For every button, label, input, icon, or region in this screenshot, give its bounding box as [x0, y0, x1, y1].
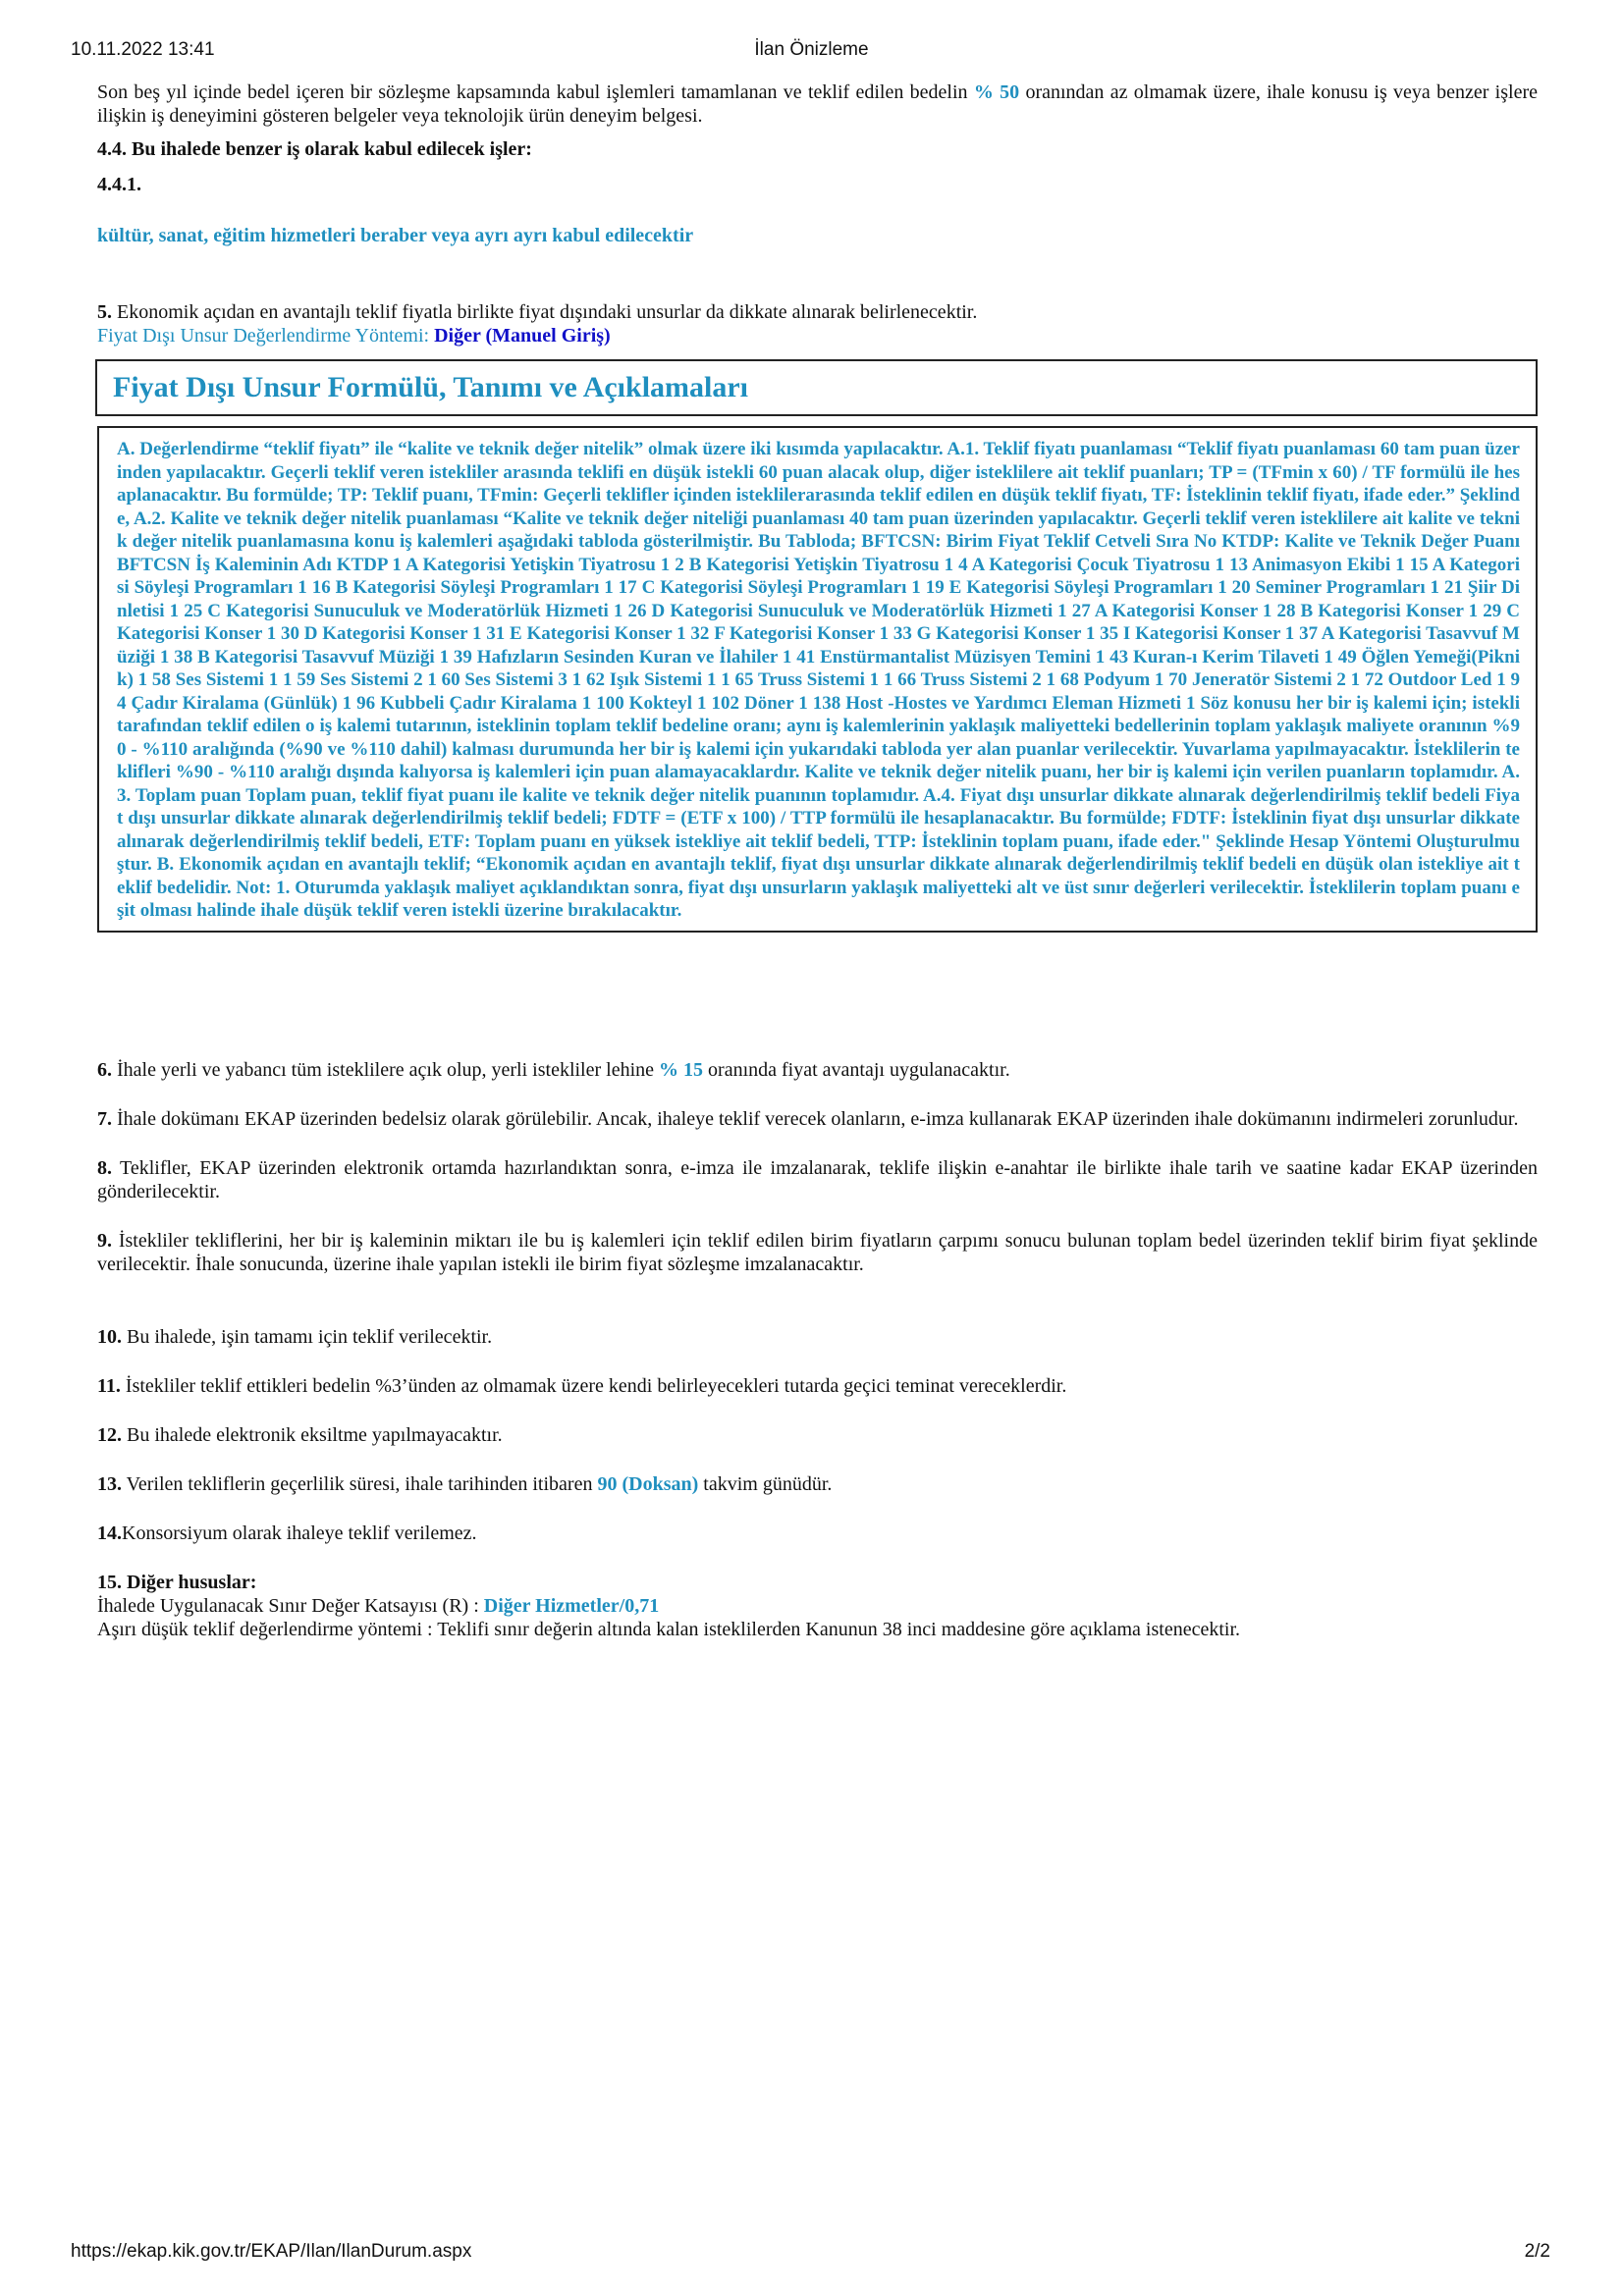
section-12 — [97, 1423, 1538, 1447]
section-11-text: İstekliler teklif ettikleri bedelin %3’ünden az olmamak üzere kendi belirleyecekleri tutarda geçici teminat vereceklerdir. — [120, 1374, 1067, 1397]
section-5 — [97, 300, 1538, 324]
page-url-link[interactable]: https://ekap.kik.gov.tr/EKAP/Ilan/IlanDurum.aspx — [71, 2241, 472, 2262]
low-bid-method: Aşırı düşük teklif değerlendirme yöntemi : Teklifi sınır değerin altında kalan isteklilerden Kanunun 38 inci maddesine göre açıklama istenecektir. — [97, 1618, 1241, 1640]
domestic-advantage-percent: % 15 — [659, 1058, 704, 1081]
limit-value-coefficient — [97, 1594, 1538, 1618]
section-10-text: Bu ihalede, işin tamamı için teklif verilecektir. — [122, 1325, 493, 1348]
section-6 — [97, 1058, 1538, 1082]
evaluation-method — [97, 324, 1538, 347]
print-datetime: 10.11.2022 13:41 — [71, 39, 215, 60]
section-5-text: Ekonomik açıdan en avantajlı teklif fiyatla birlikte fiyat dışındaki unsurlar da dikkate alınarak belirlenecektir. — [112, 301, 978, 323]
page-title: İlan Önizleme — [754, 39, 869, 60]
section-9-text: İstekliler tekliflerini, her bir iş kaleminin miktarı ile bu iş kalemleri için teklif edilen birim fiyatların çarpımı sonucu bulunan toplam bedel üzerinden teklif birim fiyat şeklinde verilecektir. İhale sonucunda, üzerine ihale yapılan istekli ile birim fiyat sözleşme imzalanacaktır. — [97, 1229, 1538, 1275]
validity-period: 90 (Doksan) — [597, 1472, 699, 1495]
section-12-text: Bu ihalede elektronik eksiltme yapılmayacaktır. — [122, 1423, 503, 1446]
section-11 — [97, 1374, 1538, 1398]
section-4-4-title: 4.4. Bu ihalede benzer iş olarak kabul edilecek işler: — [97, 138, 532, 160]
section-11-number: 11. — [97, 1374, 121, 1397]
evaluation-method-value: Diğer (Manuel Giriş) — [434, 325, 611, 347]
section-13-text-after: takvim günüdür. — [698, 1472, 833, 1495]
section-6-text-before: İhale yerli ve yabancı tüm isteklilere açık olup, yerli istekliler lehine — [112, 1058, 660, 1081]
formula-description-box — [97, 426, 1538, 933]
section-5-number: 5. — [97, 301, 112, 323]
section-7 — [97, 1107, 1538, 1131]
section-12-number: 12. — [97, 1423, 122, 1446]
intro-text-before: Son beş yıl içinde bedel içeren bir sözleşme kapsamında kabul işlemleri tamamlanan ve teklif edilen bedelin — [97, 81, 974, 103]
formula-description: A. Değerlendirme “teklif fiyatı” ile “kalite ve teknik değer nitelik” olmak üzere iki kısımda yapılacaktır. A.1. Teklif fiyatı puanlaması “Teklif fiyatı puanlaması 60 tam puan üzerinden yapılacaktır. Geçerli teklif veren istekliler arasında teklifi en düşük istekli 60 puan alacak olup, diğer isteklilere ait teklif puanları; TP = (TFmin x 60) / TF formülü ile hesaplanacaktır. Bu formülde; TP: Teklif puanı, TFmin: Geçerli teklifler içinden isteklilerarasında teklif edilen en düşük teklif fiyatı, TF: İsteklinin teklif fiyatı, ifade eder.” Şeklinde, A.2. Kalite ve teknik değer nitelik puanlaması “Kalite ve teknik değer niteliği puanlaması 40 tam puan üzerinden yapılacaktır. Geçerli teklif veren isteklilere ait kalite ve teknik değer nitelik puanlamasına konu iş kalemleri aşağıdaki tabloda gösterilmiştir. Bu Tabloda; BFTCSN: Birim Fiyat Teklif Cetveli Sıra No KTDP: Kalite ve Teknik Değer Puanı BFTCSN İş Kaleminin Adı KTDP 1 A Kategorisi Yetişkin Tiyatrosu 1 2 B Kategorisi Yetişkin Tiyatrosu 1 4 A Kategorisi Çocuk Tiyatrosu 1 13 Animasyon Ekibi 1 15 A Kategorisi Söyleşi Programları 1 16 B Kategorisi Söyleşi Programları 1 17 C Kategorisi Söyleşi Programları 1 19 E Kategorisi Söyleşi Programları 1 20 Seminer Programları 1 21 Şiir Dinletisi 1 25 C Kategorisi Sunuculuk ve Moderatörlük Hizmeti 1 26 D Kategorisi Sunuculuk ve Moderatörlük Hizmeti 1 27 A Kategorisi Konser 1 28 B Kategorisi Konser 1 29 C Kategorisi Konser 1 30 D Kategorisi Konser 1 31 E Kategorisi Konser 1 32 F Kategorisi Konser 1 33 G Kategorisi Konser 1 35 I Kategorisi Konser 1 37 A Kategorisi Tasavvuf Müziği 1 38 B Kategorisi Tasavvuf Müziği 1 39 Hafızların Sesinden Kuran ve İlahiler 1 41 Enstürmantalist Müzisyen Temini 1 43 Kuran-ı Kerim Tilaveti 1 49 Öğlen Yemeği(Piknik) 1 58 Ses Sistemi 1 1 59 Ses Sistemi 2 1 60 Ses Sistemi 3 1 62 Işık Sistemi 1 1 65 Truss Sistemi 1 1 66 Truss Sistemi 2 1 68 Podyum 1 70 Jeneratör Sistemi 2 1 72 Outdoor Led 1 94 Çadır Kiralama (Günlük) 1 96 Kubbeli Çadır Kiralama 1 100 Kokteyl 1 102 Döner 1 138 Host -Hostes ve Yardımcı Eleman Hizmeti 1 Söz konusu her bir iş kalemi için; istekli tarafından teklif edilen o iş kalemi tutarının, isteklinin toplam teklif bedeline oranı; aynı iş kalemlerinin yaklaşık maliyetteki bedellerinin toplam yaklaşık maliyete oranının %90 - %110 aralığında (%90 ve %110 dahil) kalması durumunda her bir iş kalemi için yukarıdaki tabloda yer alan puanlar verilecektir. Yuvarlama yapılmayacaktır. İsteklilerin teklifleri %90 - %110 aralığı dışında kalıyorsa iş kalemleri için puan alamayacaklardır. Kalite ve teknik değer nitelik puanı, her bir iş kalemi için verilen puanların toplamıdır. A.3. Toplam puan Toplam puan, teklif fiyat puanı ile kalite ve teknik değer nitelik puanının toplamıdır. A.4. Fiyat dışı unsurlar dikkate alınarak değerlendirilmiş teklif bedeli Fiyat dışı unsurlar dikkate alınarak değerlendirilmiş teklif bedeli; FDTF = (ETF x 100) / TTP formülü ile hesaplanacaktır. Bu formülde; FDTF: İsteklinin fiyat dışı unsurlar dikkate alınarak değerlendirilmiş teklif bedeli, ETF: Toplam puanı en yüksek istekliye ait teklif bedeli, TTP: İsteklinin toplam puanı, ifade eder." Şeklinde Hesap Yöntemi Oluşturulmuştur. B. Ekonomik açıdan en avantajlı teklif; “Ekonomik açıdan en avantajlı teklif, fiyat dışı unsurlar dikkate alınarak değerlendirilmiş teklif bedeli en düşük olan istekliye ait teklif bedelidir. Not: 1. Oturumda yaklaşık maliyet açıklandıktan sonra, fiyat dışı unsurların yaklaşık maliyetteki alt ve üst sınır değerleri verilecektir. İsteklilerin toplam puanı eşit olması halinde ihale düşük teklif veren istekli üzerine bırakılacaktır. — [117, 439, 1520, 921]
section-9-number: 9. — [97, 1229, 112, 1252]
section-9 — [97, 1229, 1538, 1276]
intro-paragraph — [97, 80, 1538, 128]
formula-heading-box — [95, 359, 1538, 416]
section-13 — [97, 1472, 1538, 1496]
section-14-number: 14. — [97, 1522, 122, 1544]
section-8-number: 8. — [97, 1156, 112, 1179]
section-13-text-before: Verilen tekliflerin geçerlilik süresi, ihale tarihinden itibaren — [122, 1472, 598, 1495]
page-number: 2/2 — [1524, 2241, 1550, 2262]
similar-works-text: kültür, sanat, eğitim hizmetleri beraber veya ayrı ayrı kabul edilecektir — [97, 225, 694, 246]
section-10-number: 10. — [97, 1325, 122, 1348]
formula-heading: Fiyat Dışı Unsur Formülü, Tanımı ve Açıklamaları — [113, 371, 749, 403]
evaluation-method-label: Fiyat Dışı Unsur Değerlendirme Yöntemi: — [97, 325, 435, 347]
intro-percent: % 50 — [973, 81, 1020, 103]
section-6-number: 6. — [97, 1058, 112, 1081]
section-6-text-after: oranında fiyat avantajı uygulanacaktır. — [703, 1058, 1010, 1081]
section-7-text: İhale dokümanı EKAP üzerinden bedelsiz olarak görülebilir. Ancak, ihaleye teklif verecek olanların, e-imza kullanarak EKAP üzerinden ihale dokümanını indirmeleri zorunludur. — [112, 1107, 1519, 1130]
section-14 — [97, 1522, 1538, 1545]
section-8 — [97, 1156, 1538, 1203]
section-14-text: Konsorsiyum olarak ihaleye teklif verilemez. — [122, 1522, 477, 1544]
section-7-number: 7. — [97, 1107, 112, 1130]
limit-value-label: İhalede Uygulanacak Sınır Değer Katsayısı (R) : — [97, 1594, 484, 1617]
intro-text-after: oranından az olmamak üzere, ihale konusu iş veya benzer işlere ilişkin iş deneyimini gösteren belgeler veya teknolojik ürün deneyim belgesi. — [97, 81, 1538, 127]
section-13-number: 13. — [97, 1472, 122, 1495]
section-8-text: Teklifler, EKAP üzerinden elektronik ortamda hazırlandıktan sonra, e-imza ile imzalanarak, teklife ilişkin e-anahtar ile birlikte ihale tarih ve saatine kadar EKAP üzerinden gönderilecektir. — [97, 1156, 1538, 1202]
section-10 — [97, 1325, 1538, 1349]
section-15-title: 15. Diğer hususlar: — [97, 1571, 257, 1593]
section-4-4-1: 4.4.1. — [97, 174, 141, 195]
document-body — [97, 80, 1538, 1641]
limit-value-value: Diğer Hizmetler/0,71 — [483, 1594, 660, 1617]
